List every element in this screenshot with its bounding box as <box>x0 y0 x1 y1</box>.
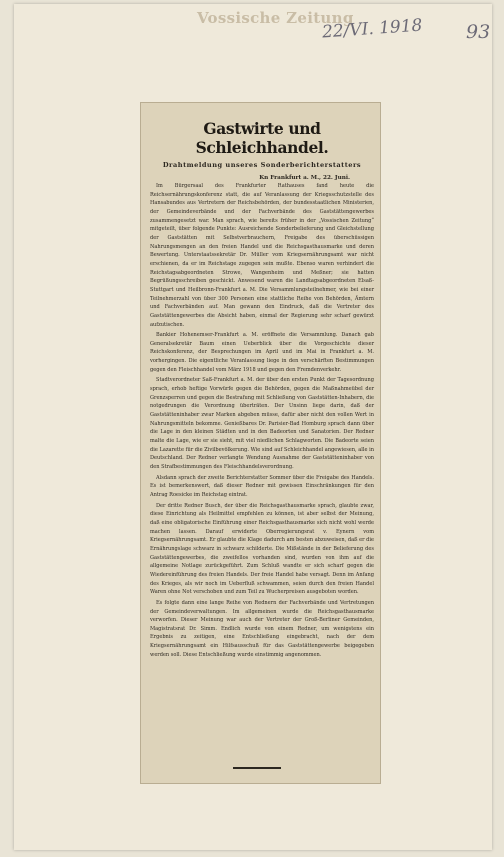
article-paragraph: Bankier Hohenemser-Frankfurt a. M. eröffnete die Versammlung. Danach gab Generalsekretär Baum einen Ueberblick über die Vorgeschichte dieser Reichskonferenz, der Besprechungen im April und im Mai in Frankfurt a. M. vorhergingen. Die eigentliche Veranlassung liege in den verschärften Bestimmungen gegen den Fleischhandel vom März 1918 und gegen den Fremdenverkehr. <box>150 332 374 373</box>
article-paragraph: Es folgte dann eine lange Reihe von Rednern der Fachverbände und Vertretungen der Gemeindeverwaltungen. Im allgemeinen wurde die Reichsgasthausmarke verworfen. Dieser Meinung war auch der Vertreter der Groß-Berliner Gemeinden, Magistratsrat Dr. Simm. Endlich wurde von einem Redner, um wenigstens ein Ergebnis zu zeitigen, eine Entschließung eingebracht, nach der dem Kriegsernährungsamt ein Hilfsausschuß für das Gaststättengewerbe beigegeben werden soll. Diese Entschließung wurde einstimmig angenommen. <box>150 599 374 658</box>
archive-sheet <box>14 4 492 850</box>
end-rule <box>233 767 281 769</box>
article-paragraph: Stadtverordneter Saß-Frankfurt a. M. der über den ersten Punkt der Tagesordnung sprach, erhob heftige Vorwürfe gegen die Behörden, gegen die Maßnahmeübel der Grenzsperren und gegen die Bestrafung mit Schließung von Gaststätten-Inhabern, die notgedrungen die Verordnung überträten. Der Unsinn liege darin, daß der Gaststätteninhaber zwar Marken abgeben müsse, dafür aber nicht den vollen Wert in Nahrungsmitteln bekomme. Genießbares Dr. Parisier-Bad Homburg sprach dann über die Lage in den kleinen Städten und in den Badeorten und Sanatorien. Der Redner malte die Lage, wie er sie sieht, mit viel niedlichen Schlagworten. Die Badeorte seien die Lazarette für die Zivilbevölkerung. Wie sind auf Schleichhandel angewiesen, alle in Deutschland. Der Redner verlangte Wendung Ausnahme der Gaststätteninhaber von den Strafbestimmungen des Fleischhandelsverordnung. <box>150 377 374 470</box>
folio-number: 93 <box>466 21 491 43</box>
handwritten-date: 22/VI. 1918 <box>321 15 424 43</box>
article-dateline: Kn Frankfurt a. M., 22. Juni. <box>259 175 350 181</box>
newspaper-stamp: Vossische Zeitung <box>197 9 354 27</box>
article-paragraph: Der dritte Redner Busch, der über die Reichsgasthausmarke sprach, glaubte zwar, diese Einrichtung als Heilmittel empfehlen zu können, ist aber selbst der Meinung, daß eine obligatorische Einführung einer Reichsgasthausmarke sich nicht wohl werde machen lassen. Darauf erwiderte Oberregierungsrat v. Eynern vom Kriegsernährungsamt. Er glaubte die Klage dadurch am besten abzuweisen, daß er die Ernährungslage schwarz in schwarz schilderte. Die Mißstände in der Belieferung des Gaststättengewerbes, die zweifellos vorhanden sind, wurden von ihm auf die allgemeine Notlage zurückgeführt. Zum Schluß wandte er sich scharf gegen die Wiedereinführung des freien Handels. Der freie Handel habe versagt. Denn im Anfang des Krieges, als wir noch im Ueberfluß schwammen, seien durch den freien Handel Waren ohne Not verschoben und zum Teil zu Wucherpreisen ausgeboten worden. <box>150 502 374 596</box>
newspaper-clipping <box>140 102 381 784</box>
article-subhead: Drahtmeldung unseres Sonderberichterstatters <box>162 161 362 169</box>
article-paragraph: Im Bürgersaal des Frankfurter Rathauses fand heute die Reichsernährungskonferenz statt, die auf Veranlassung der Kriegsschutzstelle des Hansabundes aus Vertretern der Reichsbehörden, der bundesstaatlichen Ministerien, der Gemeindeverbände und der Fachverbände des Gaststättengewerbes zusammengesetzt war. Man sprach, wie bereits früher in der „Vossischen Zeitung“ mitgeteilt, über folgende Punkte: Ausreichende Sonderbelieferung und Gleichstellung der Gaststätten mit Selbstverbrauchern, Freigabe des überschüssigen Nahrungsmengen an den freien Handel und die Reichsgasthausmarke und deren Bewertung. Unterstaatssekretär Dr. Müller vom Kriegsernährungsamt war nicht erschienen, da er im Reichstage zugegen sein mußte. Ebenso waren verhindert die Reichstagsabgeordneten Strowe, Wangenheim und Meßner; sie hatten Begrüßungsschreiben geschickt. Anwesend waren die Landtagsabgeordneten Elsaß-Stuttgart und Heilbronn-Frankfurt a. M. Die Versammlungsteilnehmer, wie bei einer Teilnehmerzahl von über 300 Personen eine stattliche Reihe von Behörden, Ämtern und Fachverbänden auf. Man gewann den Eindruck, daß die Vertreter des Gaststättengewerbes die Absicht haben, einmal der Regierung sehr scharf gewürzt aufzutischen. <box>150 183 374 328</box>
article-paragraph: Alsdann sprach der zweite Berichterstatter Sommer über die Freigabe des Handels. Es ist bemerkenswert, daß dieser Redner mit gewissen Einschränkungen für den Antrag Roesicke im Reichstag eintrat. <box>150 474 374 498</box>
article-headline: Gastwirte und Schleichhandel. <box>195 119 329 157</box>
